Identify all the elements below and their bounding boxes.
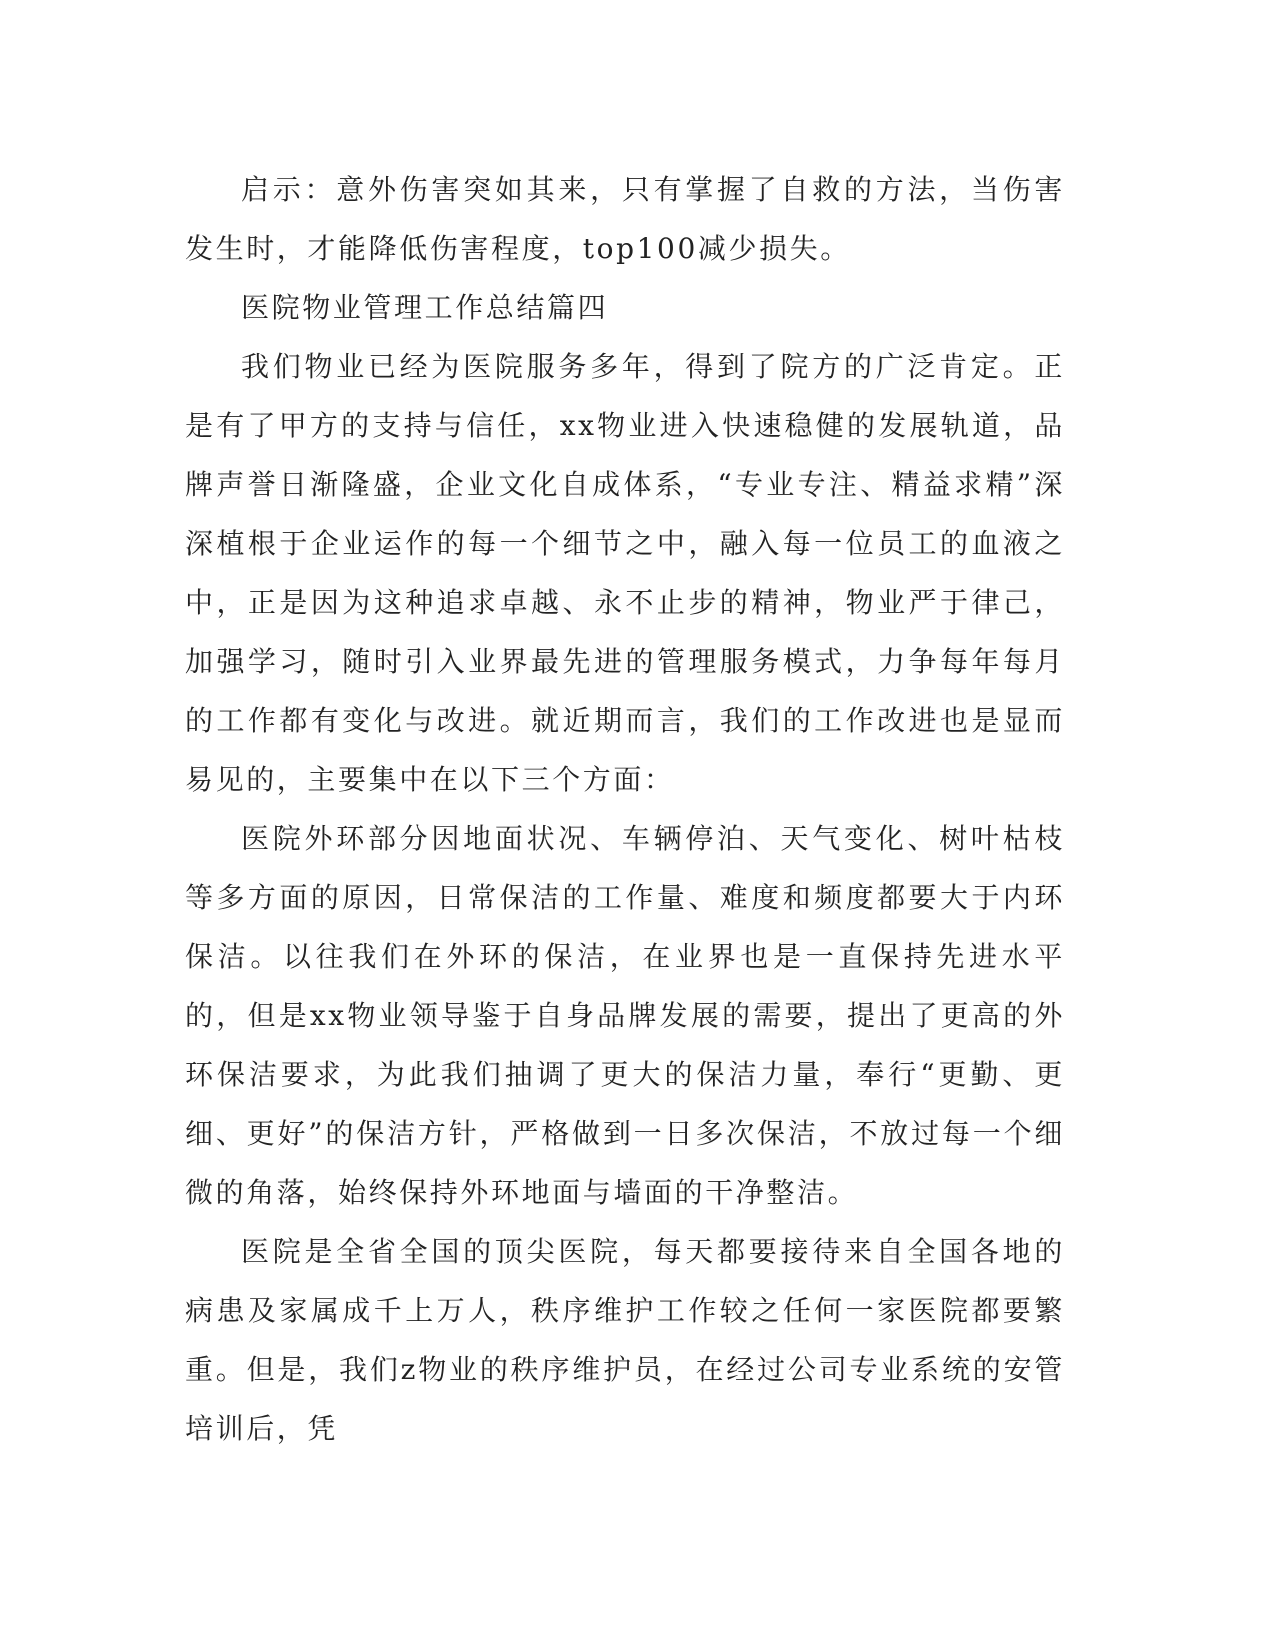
- section-heading: 医院物业管理工作总结篇四: [241, 291, 609, 324]
- paragraph-outer-cleaning: 医院外环部分因地面状况、车辆停泊、天气变化、树叶枯枝等多方面的原因，日常保洁的工作量、难度和频度都要大于内环保洁。以往我们在外环的保洁，在业界也是一直保持先进水平的，但是xx物业领导鉴于自身品牌发展的需要，提出了更高的外环保洁要求，为此我们抽调了更大的保洁力量，奉行“更勤、更细、更好”的保洁方针，严格做到一日多次保洁，不放过每一个细微的角落，始终保持外环地面与墙面的干净整洁。: [185, 822, 1065, 1209]
- paragraph-enlightenment: 启示：意外伤害突如其来，只有掌握了自救的方法，当伤害发生时，才能降低伤害程度，top100减少损失。: [185, 173, 1065, 265]
- paragraph-order-maintenance: 医院是全省全国的顶尖医院，每天都要接待来自全国各地的病患及家属成千上万人，秩序维护工作较之任何一家医院都要繁重。但是，我们z物业的秩序维护员，在经过公司专业系统的安管培训后，凭: [185, 1235, 1065, 1445]
- paragraph-intro: 我们物业已经为医院服务多年，得到了院方的广泛肯定。正是有了甲方的支持与信任，xx物业进入快速稳健的发展轨道，品牌声誉日渐隆盛，企业文化自成体系，“专业专注、精益求精”深深植根于企业运作的每一个细节之中，融入每一位员工的血液之中，正是因为这种追求卓越、永不止步的精神，物业严于律己，加强学习，随时引入业界最先进的管理服务模式，力争每年每月的工作都有变化与改进。就近期而言，我们的工作改进也是显而易见的，主要集中在以下三个方面：: [185, 350, 1065, 796]
- document-body: [185, 160, 1065, 1458]
